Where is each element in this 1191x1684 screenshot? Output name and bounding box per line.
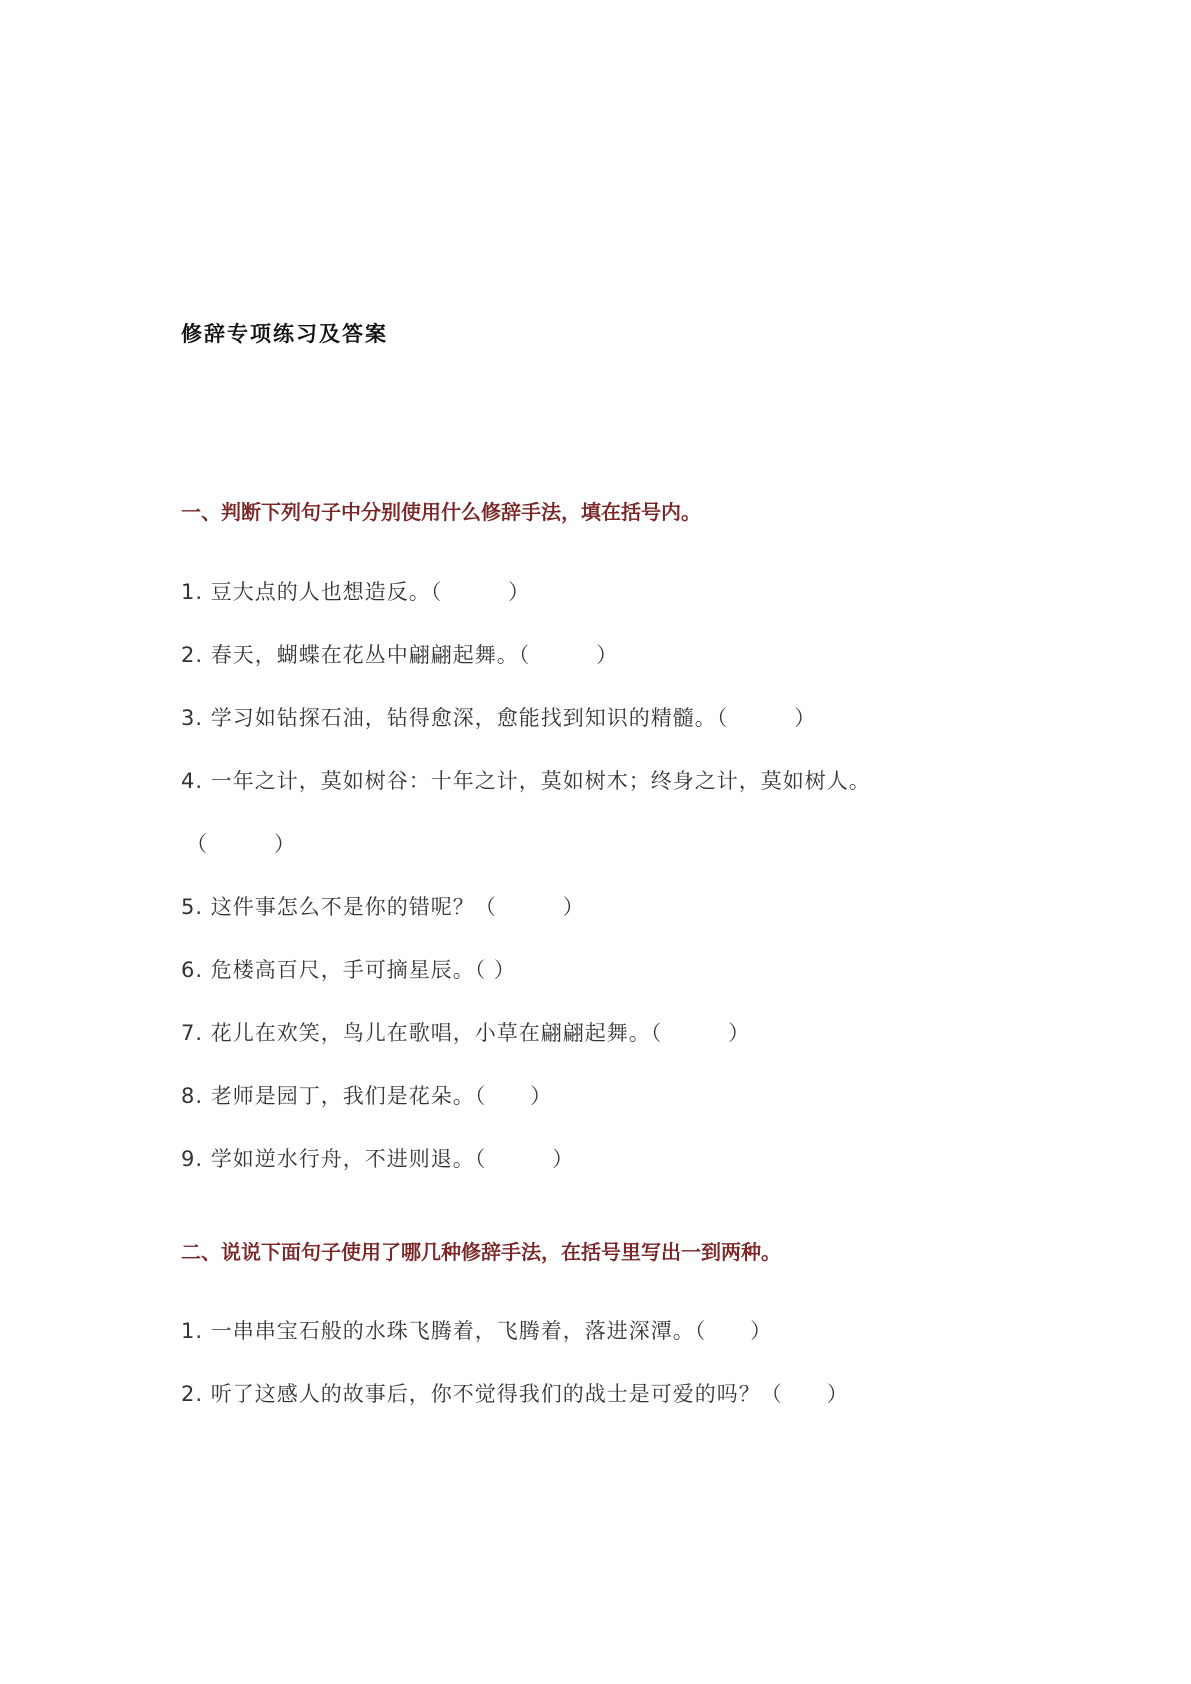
question-item: 9. 学如逆水行舟，不进则退。（ ） bbox=[181, 1147, 575, 1171]
question-item: 1. 豆大点的人也想造反。（ ） bbox=[181, 580, 531, 604]
section-2-heading: 二、说说下面句子使用了哪几种修辞手法，在括号里写出一到两种。 bbox=[181, 1240, 781, 1264]
question-item: 4. 一年之计，莫如树谷：十年之计，莫如树木；终身之计，莫如树人。 bbox=[181, 769, 871, 793]
question-item: 7. 花儿在欢笑，鸟儿在歌唱，小草在翩翩起舞。（ ） bbox=[181, 1021, 751, 1045]
question-item: 5. 这件事怎么不是你的错呢？（ ） bbox=[181, 895, 585, 919]
question-answer-bracket: （ ） bbox=[186, 832, 296, 856]
question-item: 8. 老师是园丁，我们是花朵。（ ） bbox=[181, 1084, 553, 1108]
section-1-heading: 一、判断下列句子中分别使用什么修辞手法，填在括号内。 bbox=[181, 500, 701, 524]
question-item: 3. 学习如钻探石油，钻得愈深，愈能找到知识的精髓。（ ） bbox=[181, 706, 817, 730]
question-item: 1. 一串串宝石般的水珠飞腾着，飞腾着，落进深潭。（ ） bbox=[181, 1319, 773, 1343]
question-item: 2. 春天，蝴蝶在花丛中翩翩起舞。（ ） bbox=[181, 643, 619, 667]
question-item: 2. 听了这感人的故事后，你不觉得我们的战士是可爱的吗？（ ） bbox=[181, 1382, 849, 1406]
document-title: 修辞专项练习及答案 bbox=[181, 322, 388, 346]
question-item: 6. 危楼高百尺，手可摘星辰。（ ） bbox=[181, 958, 516, 982]
